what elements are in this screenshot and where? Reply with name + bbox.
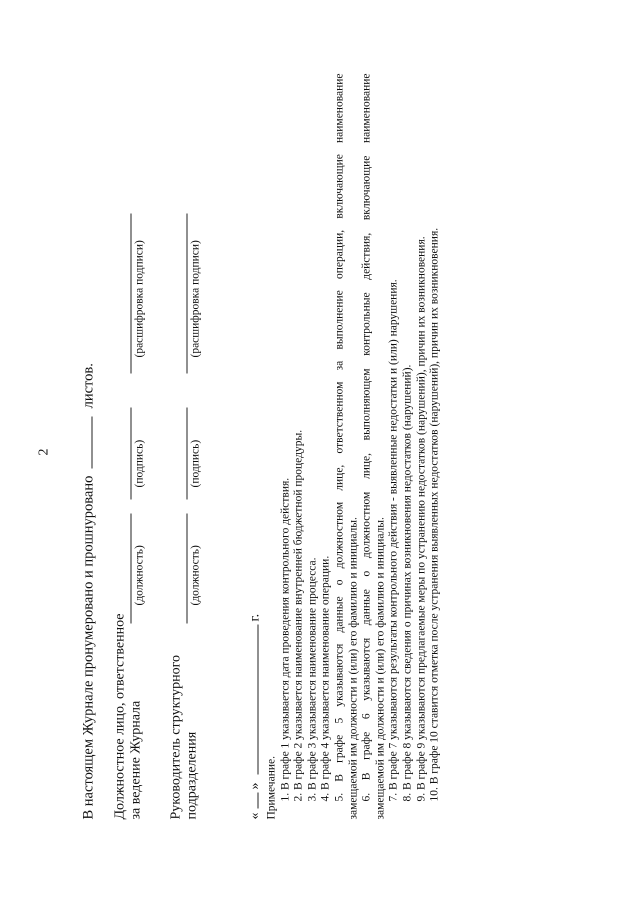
role-line-2: за ведение Журнала [128, 700, 143, 819]
note-item: 5. В графе 5 указываются данные о должностном лице, ответственном за выполнение операции, включающие наименование [332, 73, 345, 801]
position-line [186, 513, 187, 623]
decoding-line [186, 213, 187, 373]
role-line-2: подразделения [184, 731, 199, 819]
note-item: 7. В графе 7 указываются результаты контрольного действия - выявленные недостатки и (или) нарушения. [387, 278, 400, 801]
note-item: 8. В графе 8 указываются сведения о причинах возникновения недостатков (нарушений). [400, 364, 413, 801]
note-item: 2. В графе 2 указывается наименование внутренней бюджетной процедуры. [292, 429, 305, 801]
note-item: 9. В графе 9 указываются предлагаемые меры по устранению недостатков (нарушений), причин их возникновения. [414, 235, 427, 801]
note-item: 6. В графе 6 указываются данные о должностном лице, выполняющем контрольные действия, включающие наименование [360, 73, 373, 801]
journal-statement-after: листов. [80, 362, 96, 408]
signature-block-responsible [112, 613, 144, 819]
signature-line [186, 407, 187, 499]
caption-decoding: (расшифровка подписи) [133, 239, 145, 357]
journal-statement-before: В настоящем Журнале пронумеровано и прошнуровано [80, 475, 96, 819]
date-close-quote: » [247, 782, 262, 789]
sheet-count-blank [90, 416, 92, 468]
notes-heading: Примечание. [265, 755, 277, 819]
note-item: 4. В графе 4 указывается наименование операции. [319, 555, 332, 801]
date-open-quote: « [247, 812, 262, 819]
note-item: 10. В графе 10 ставится отметка после устранения выявленных недостатков (нарушений), причин их возникновения. [428, 227, 441, 801]
caption-signature: (подпись) [189, 439, 201, 487]
caption-position: (должность) [189, 544, 201, 605]
caption-decoding: (расшифровка подписи) [189, 239, 201, 357]
role-line-1: Должностное лицо, ответственное [112, 613, 127, 819]
note-item-continuation: замещаемой им должности и (или) его фамилию и инициалы. [346, 516, 359, 819]
role-line-1: Руководитель структурного [168, 654, 183, 819]
year-suffix: г. [247, 613, 262, 621]
note-item-continuation: замещаемой им должности и (или) его фамилию и инициалы. [373, 516, 386, 819]
caption-signature: (подпись) [133, 439, 145, 487]
journal-statement [80, 363, 97, 819]
position-line [130, 513, 131, 623]
page-number: 2 [36, 448, 51, 455]
note-item: 3. В графе 3 указывается наименование процесса. [305, 556, 318, 801]
notes-section [255, 73, 442, 819]
signature-line [130, 407, 131, 499]
signature-block-head [168, 654, 200, 819]
caption-position: (должность) [133, 544, 145, 605]
decoding-line [130, 213, 131, 373]
note-item: 1. В графе 1 указывается дата проведения контрольного действия. [278, 477, 291, 801]
